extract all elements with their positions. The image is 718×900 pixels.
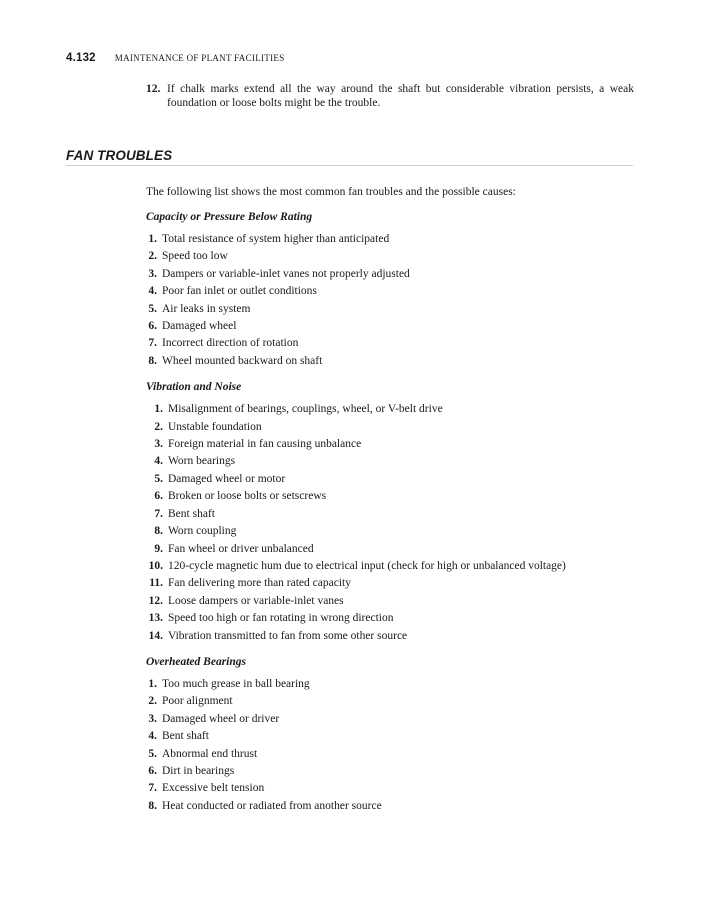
subsection-title: Vibration and Noise — [146, 381, 242, 394]
list-item — [146, 231, 634, 248]
list-item — [146, 628, 634, 645]
list-item-number: 6. — [148, 320, 157, 333]
list-item-number: 7. — [154, 507, 163, 520]
list-item-text: Fan wheel or driver unbalanced — [168, 542, 314, 555]
list-item — [146, 283, 634, 300]
list-item-number: 7. — [148, 337, 157, 350]
list-item-text: Dirt in bearings — [162, 764, 235, 777]
list-item — [146, 610, 634, 627]
list-item — [146, 575, 634, 592]
list-item — [146, 471, 634, 488]
list-item-number: 5. — [154, 472, 163, 485]
list-item — [146, 798, 634, 815]
list-item — [146, 266, 634, 283]
list-item-number: 8. — [148, 354, 157, 367]
list-item-number: 1. — [148, 233, 157, 245]
list-item-text: Total resistance of system higher than anticipated — [162, 233, 390, 245]
section-content — [146, 184, 634, 824]
list-item-number: 12. — [148, 594, 163, 607]
list-item-text: Excessive belt tension — [162, 782, 265, 795]
list-item-number: 10. — [148, 559, 163, 572]
list-item-text: Worn bearings — [168, 455, 236, 468]
list-item-text: Too much grease in ball bearing — [162, 677, 310, 690]
list-item-text: Fan delivering more than rated capacity — [168, 577, 351, 590]
list-item-text: Bent shaft — [168, 507, 215, 520]
list-item-number: 8. — [154, 525, 163, 538]
list-item-text: Incorrect direction of rotation — [162, 337, 299, 350]
list-item-number: 1. — [148, 677, 157, 690]
subsection-title: Capacity or Pressure Below Rating — [146, 211, 313, 223]
list-item-number: 12. — [146, 83, 161, 95]
list-item-text: Foreign material in fan causing unbalance — [168, 438, 362, 451]
list-item — [146, 523, 634, 540]
list-item-text: Dampers or variable-inlet vanes not properly adjusted — [162, 267, 410, 280]
list-item-number: 13. — [148, 612, 163, 625]
list-item-text: Poor fan inlet or outlet conditions — [162, 285, 317, 298]
list-item-text: Speed too low — [162, 250, 228, 263]
list-item — [146, 335, 634, 352]
list-item-text: Heat conducted or radiated from another source — [162, 799, 382, 812]
list-item-number: 2. — [148, 695, 157, 708]
list-item-number: 11. — [149, 577, 163, 590]
list-item-text: Vibration transmitted to fan from some other source — [168, 629, 408, 642]
running-head — [66, 52, 285, 64]
list-item-text: Abnormal end thrust — [162, 747, 258, 760]
list-item — [146, 541, 634, 558]
list-item-number: 2. — [154, 420, 163, 433]
list-item-number: 14. — [148, 629, 163, 642]
list-item-text: Air leaks in system — [162, 302, 251, 315]
list-item-number: 9. — [154, 542, 163, 555]
list-item-number: 8. — [148, 799, 157, 812]
list-item-number: 6. — [148, 764, 157, 777]
list-item — [146, 780, 634, 797]
section-heading: FAN TROUBLES — [66, 148, 633, 166]
list-item — [146, 558, 634, 575]
list-item-text: Damaged wheel or driver — [162, 712, 280, 725]
list-item-text: Loose dampers or variable-inlet vanes — [168, 594, 344, 607]
list-item — [146, 593, 634, 610]
list-item — [146, 82, 634, 110]
list-item — [146, 728, 634, 745]
cause-list — [146, 676, 634, 815]
list-item — [146, 301, 634, 318]
list-item-text: Worn coupling — [168, 525, 237, 538]
list-item-number: 4. — [148, 285, 157, 298]
list-item-number: 5. — [148, 747, 157, 760]
list-item-number: 6. — [154, 490, 163, 503]
list-item-text: 120-cycle magnetic hum due to electrical input (check for high or unbalanced voltage) — [168, 559, 566, 572]
list-item-number: 3. — [148, 712, 157, 725]
list-item-text: Misalignment of bearings, couplings, wheel, or V-belt drive — [168, 403, 443, 416]
list-item — [146, 693, 634, 710]
running-title: MAINTENANCE OF PLANT FACILITIES — [114, 53, 285, 63]
list-item-text: If chalk marks extend all the way around the shaft but considerable vibration persists, a weak foundation or loose bolts might be the trouble. — [167, 83, 634, 109]
list-item — [146, 488, 634, 505]
list-item — [146, 248, 634, 265]
list-item — [146, 401, 634, 418]
cause-list — [146, 401, 634, 645]
list-item — [146, 436, 634, 453]
page-number: 4.132 — [66, 52, 96, 64]
list-item-text: Damaged wheel or motor — [168, 472, 286, 485]
section-lead: The following list shows the most common fan troubles and the possible causes: — [146, 186, 516, 198]
list-item-text: Wheel mounted backward on shaft — [162, 354, 323, 367]
list-item-number: 3. — [154, 438, 163, 451]
list-item — [146, 746, 634, 763]
list-item-text: Speed too high or fan rotating in wrong direction — [168, 612, 394, 625]
list-item — [146, 318, 634, 335]
list-item-number: 1. — [154, 403, 163, 416]
list-item — [146, 676, 634, 693]
list-item-number: 4. — [148, 730, 157, 743]
list-item-text: Unstable foundation — [168, 420, 262, 433]
list-item-number: 3. — [148, 267, 157, 280]
cause-list — [146, 231, 634, 370]
list-item — [146, 353, 634, 370]
list-item — [146, 711, 634, 728]
list-item-text: Poor alignment — [162, 695, 233, 708]
list-item — [146, 506, 634, 523]
list-item-number: 7. — [148, 782, 157, 795]
list-item — [146, 419, 634, 436]
list-item — [146, 453, 634, 470]
list-item-number: 4. — [154, 455, 163, 468]
subsection-title: Overheated Bearings — [146, 655, 246, 668]
list-item-text: Damaged wheel — [162, 320, 237, 333]
list-item-number: 2. — [148, 250, 157, 263]
list-item-text: Bent shaft — [162, 730, 209, 743]
list-item-text: Broken or loose bolts or setscrews — [168, 490, 327, 503]
list-item-number: 5. — [148, 302, 157, 315]
list-item — [146, 763, 634, 780]
